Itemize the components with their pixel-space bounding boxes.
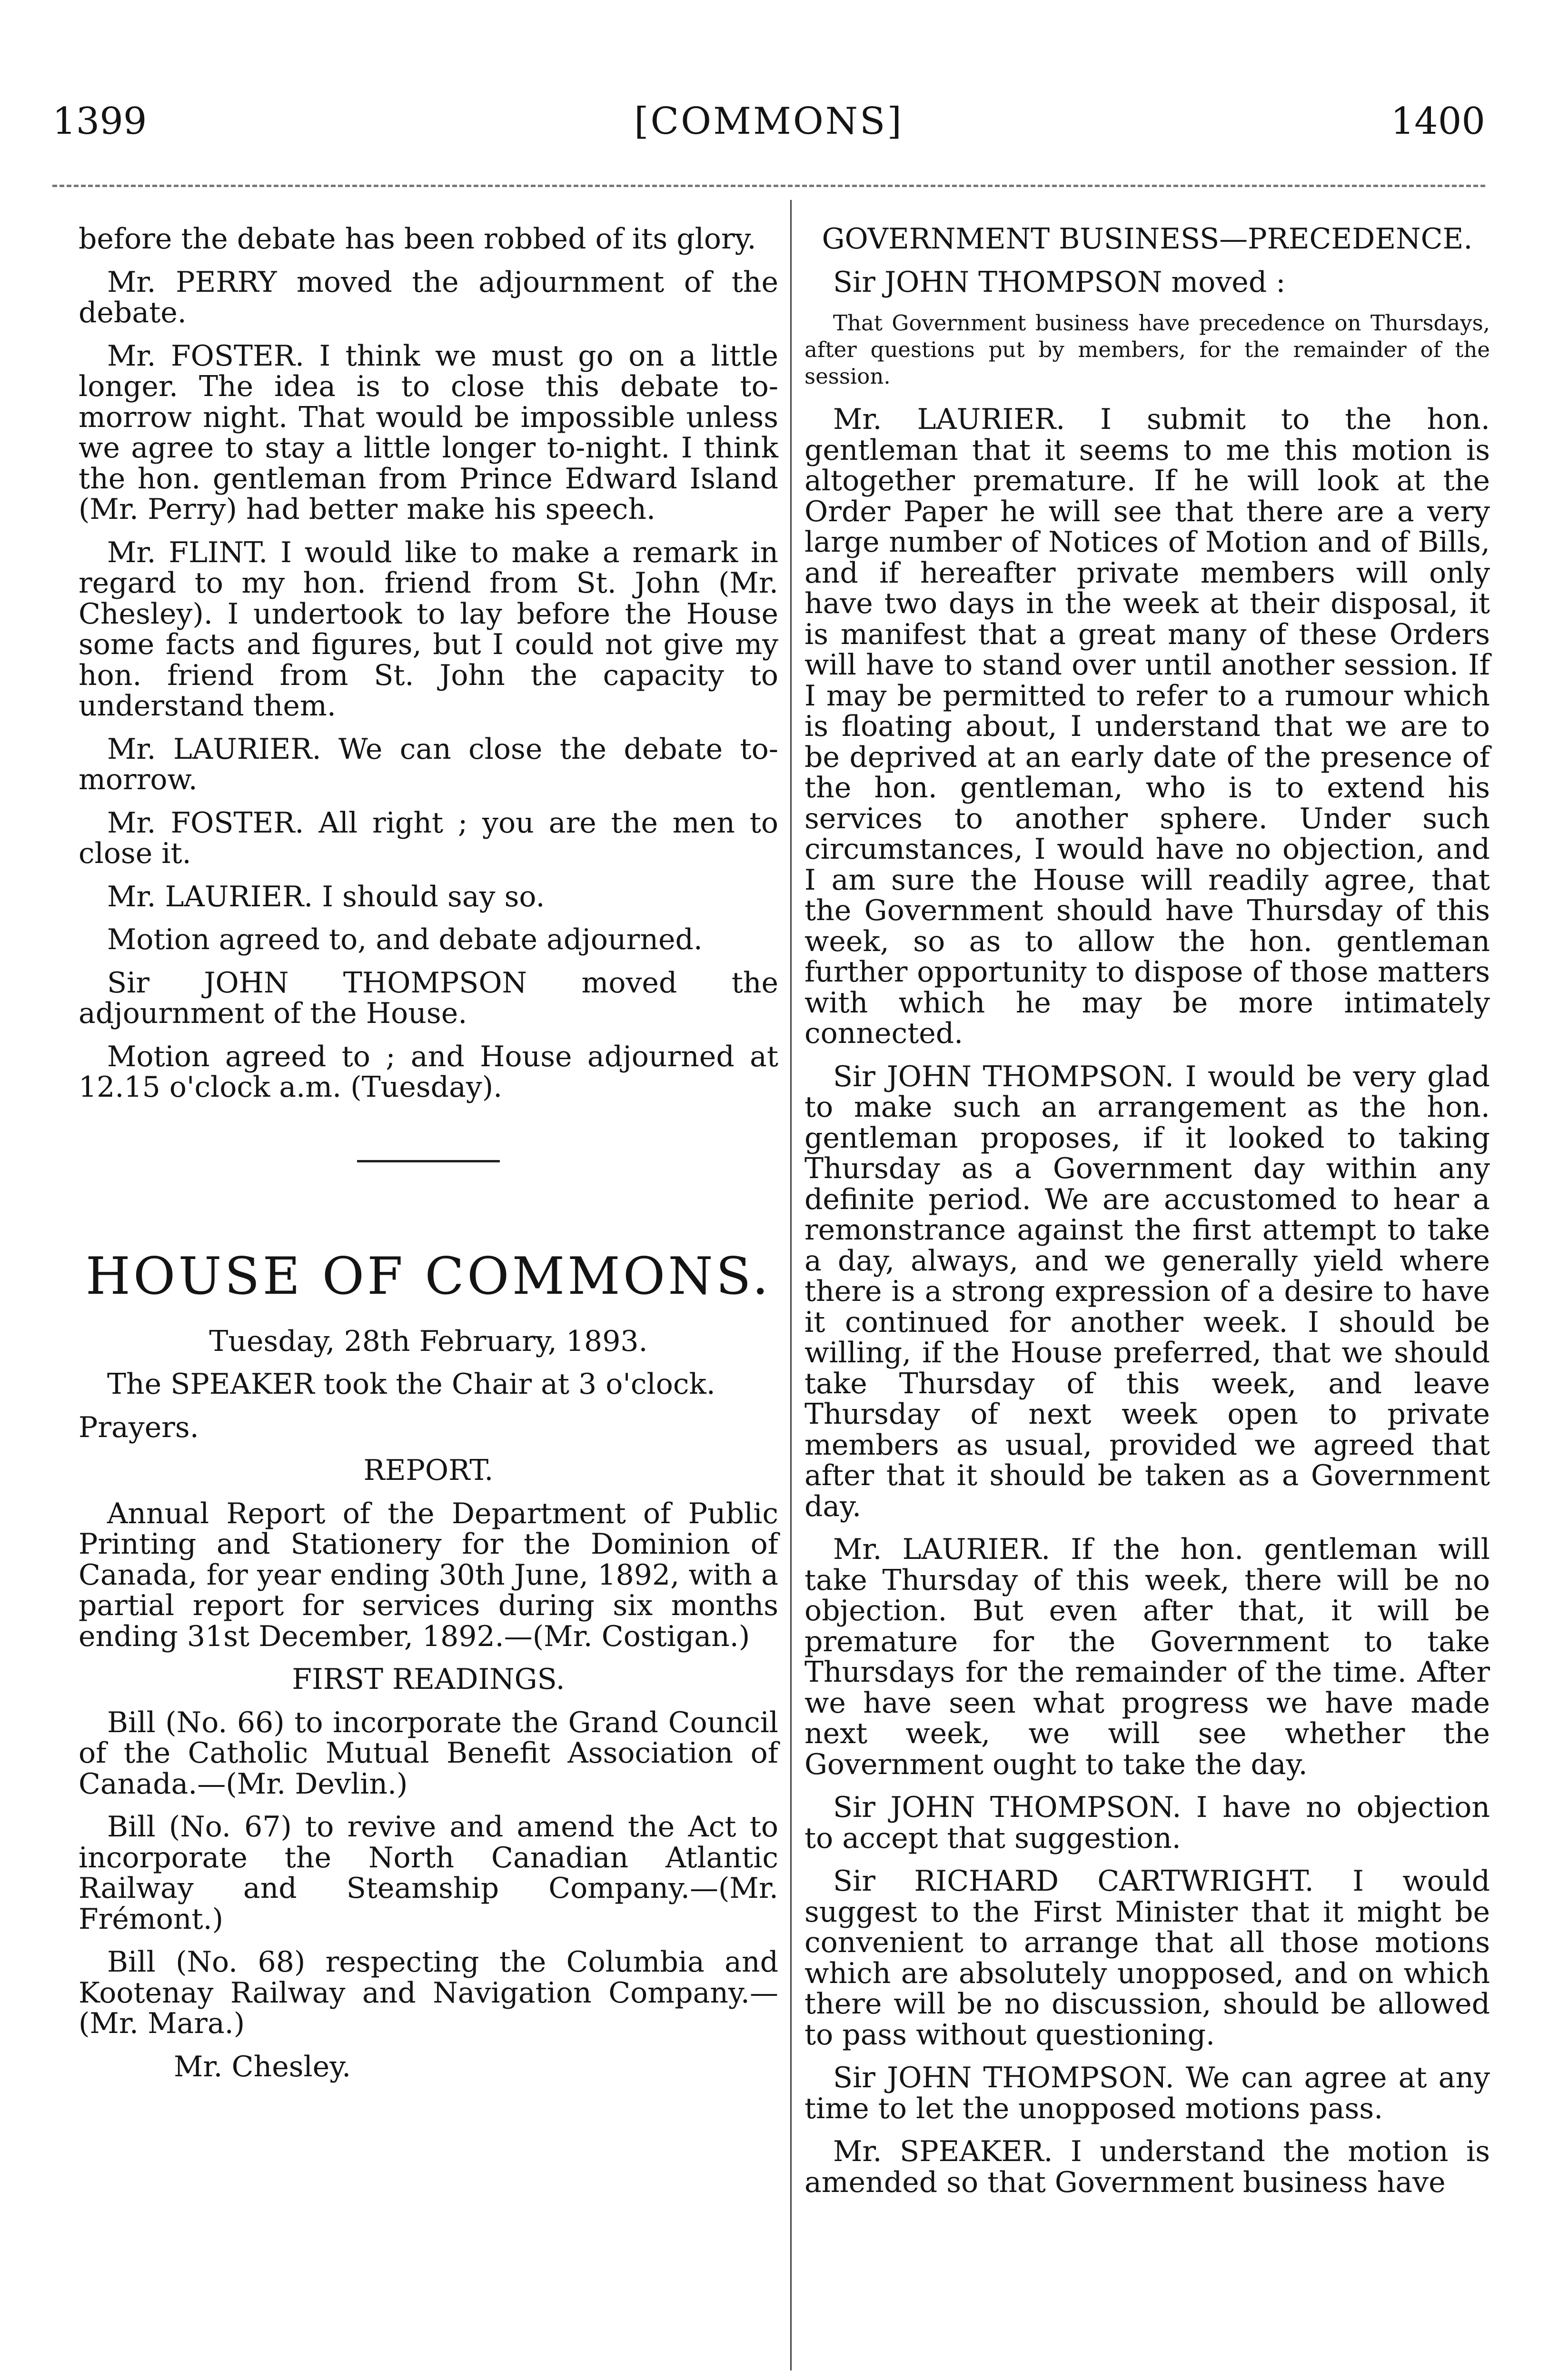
- section-separator: [357, 1160, 500, 1162]
- paragraph: Mr. LAURIER. If the hon. gentleman will take Thursday of this week, there will be no objection. But even after that, it will be premature for the Government to take Thursdays for the remainder of the time. After we have seen what progress we have made next week, we will see whether the Government ought to take the day.: [804, 1533, 1490, 1781]
- paragraph: Mr. PERRY moved the adjournment of the debate.: [79, 265, 778, 329]
- paragraph: Sir RICHARD CARTWRIGHT. I would suggest to the First Minister that it might be convenient to arrange that all those motions which are absolutely unopposed, and on which there will be no discussion, should be allowed to pass without questioning.: [804, 1864, 1490, 2052]
- report-heading: REPORT.: [363, 1454, 494, 1487]
- paragraph: before the debate has been robbed of its glory.: [79, 222, 756, 256]
- page-header: [52, 100, 1485, 152]
- paragraph: Sir JOHN THOMPSON. I would be very glad to make such an arrangement as the hon. gentleman proposes, if it looked to taking Thursday as a Government day within any definite period. We are accustomed to hear a remonstrance against the first attempt to take a day, always, and we generally yield where there is a strong expression of a desire to have it continued for another week. I should be willing, if the House preferred, that we should take Thursday of this week, and leave Thursday of next week open to private members as usual, provided we agreed that after that it should be taken as a Government day.: [804, 1060, 1490, 1523]
- paragraph: Mr. FOSTER. All right ; you are the men to close it.: [79, 806, 778, 870]
- report-text: Annual Report of the Department of Public Printing and Stationery for the Dominion of Canada, for year ending 30th June, 1892, with a partial report for services during six months ending 31st December, 1892.—(Mr. Costigan.): [79, 1497, 778, 1653]
- page-number-left: 1399: [52, 100, 147, 143]
- bill-item: Bill (No. 66) to incorporate the Grand Council of the Catholic Mutual Benefit Association of Canada.—(Mr. Devlin.): [79, 1706, 778, 1801]
- bill-item: Bill (No. 68) respecting the Columbia and Kootenay Railway and Navigation Company.—(Mr. Mara.): [79, 1945, 778, 2040]
- page-number-right: 1400: [1390, 100, 1485, 143]
- paragraph: Motion agreed to, and debate adjourned.: [107, 923, 703, 956]
- motion-text: That Government business have precedence on Thursdays, after questions put by members, for the remainder of the session.: [804, 310, 1490, 389]
- paragraph: Sir JOHN THOMPSON. I have no objection to accept that suggestion.: [804, 1791, 1490, 1855]
- paragraph: Sir JOHN THOMPSON. We can agree at any time to let the unopposed motions pass.: [804, 2061, 1490, 2125]
- paragraph: Mr. FOSTER. I think we must go on a little longer. The idea is to close this debate to-morrow night. That would be impossible unless we agree to stay a little longer to-night. I think the hon. gentleman from Prince Edward Island (Mr. Perry) had better make his speech.: [79, 339, 778, 526]
- column-divider: [790, 200, 792, 2370]
- section-title: [COMMONS]: [634, 100, 904, 143]
- paragraph: Motion agreed to ; and House adjourned at 12.15 o'clock a.m. (Tuesday).: [79, 1040, 778, 1104]
- right-column: [804, 224, 1490, 2210]
- paragraph: Mr. FLINT. I would like to make a remark in regard to my hon. friend from St. John (Mr. Chesley). I undertook to lay before the House some facts and figures, but I could not give my hon. friend from St. John the capacity to understand them.: [79, 536, 778, 723]
- prayers-label: Prayers.: [79, 1410, 199, 1444]
- paragraph: Mr. LAURIER. We can close the debate to-morrow.: [79, 732, 778, 796]
- paragraph: Mr. LAURIER. I should say so.: [107, 880, 545, 913]
- bill-item: Bill (No. 67) to revive and amend the Act to incorporate the North Canadian Atlantic Railway and Steamship Company.—(Mr. Frémont.): [79, 1810, 778, 1936]
- paragraph: Mr. LAURIER. I submit to the hon. gentleman that it seems to me this motion is altogether premature. If he will look at the Order Paper he will see that there are a very large number of Notices of Motion and of Bills, and if hereafter private members will only have two days in the week at their disposal, it is manifest that a great many of these Orders will have to stand over until another session. If I may be permitted to refer to a rumour which is floating about, I understand that we are to be deprived at an early date of the presence of the hon. gentleman, who is to extend his services to another sphere. Under such circumstances, I would have no objection, and I am sure the House will readily agree, that the Government should have Thursday of this week, so as to allow the hon. gentleman further opportunity to dispose of those matters with which he may be more intimately connected.: [804, 403, 1490, 1050]
- left-column: [79, 224, 778, 2094]
- header-rule: [52, 185, 1485, 187]
- signature-line: Mr. Chesley.: [174, 2050, 351, 2083]
- paragraph: Sir JOHN THOMPSON moved the adjournment of the House.: [79, 966, 778, 1030]
- date-line: Tuesday, 28th February, 1893.: [209, 1324, 648, 1358]
- house-heading: HOUSE OF COMMONS.: [85, 1246, 772, 1306]
- speaker-line: The SPEAKER took the Chair at 3 o'clock.: [107, 1368, 715, 1401]
- readings-heading: FIRST READINGS.: [292, 1663, 565, 1696]
- moved-line: Sir JOHN THOMPSON moved :: [833, 265, 1286, 299]
- paragraph: Mr. SPEAKER. I understand the motion is amended so that Government business have: [804, 2135, 1490, 2199]
- business-heading: GOVERNMENT BUSINESS—PRECEDENCE.: [822, 222, 1473, 256]
